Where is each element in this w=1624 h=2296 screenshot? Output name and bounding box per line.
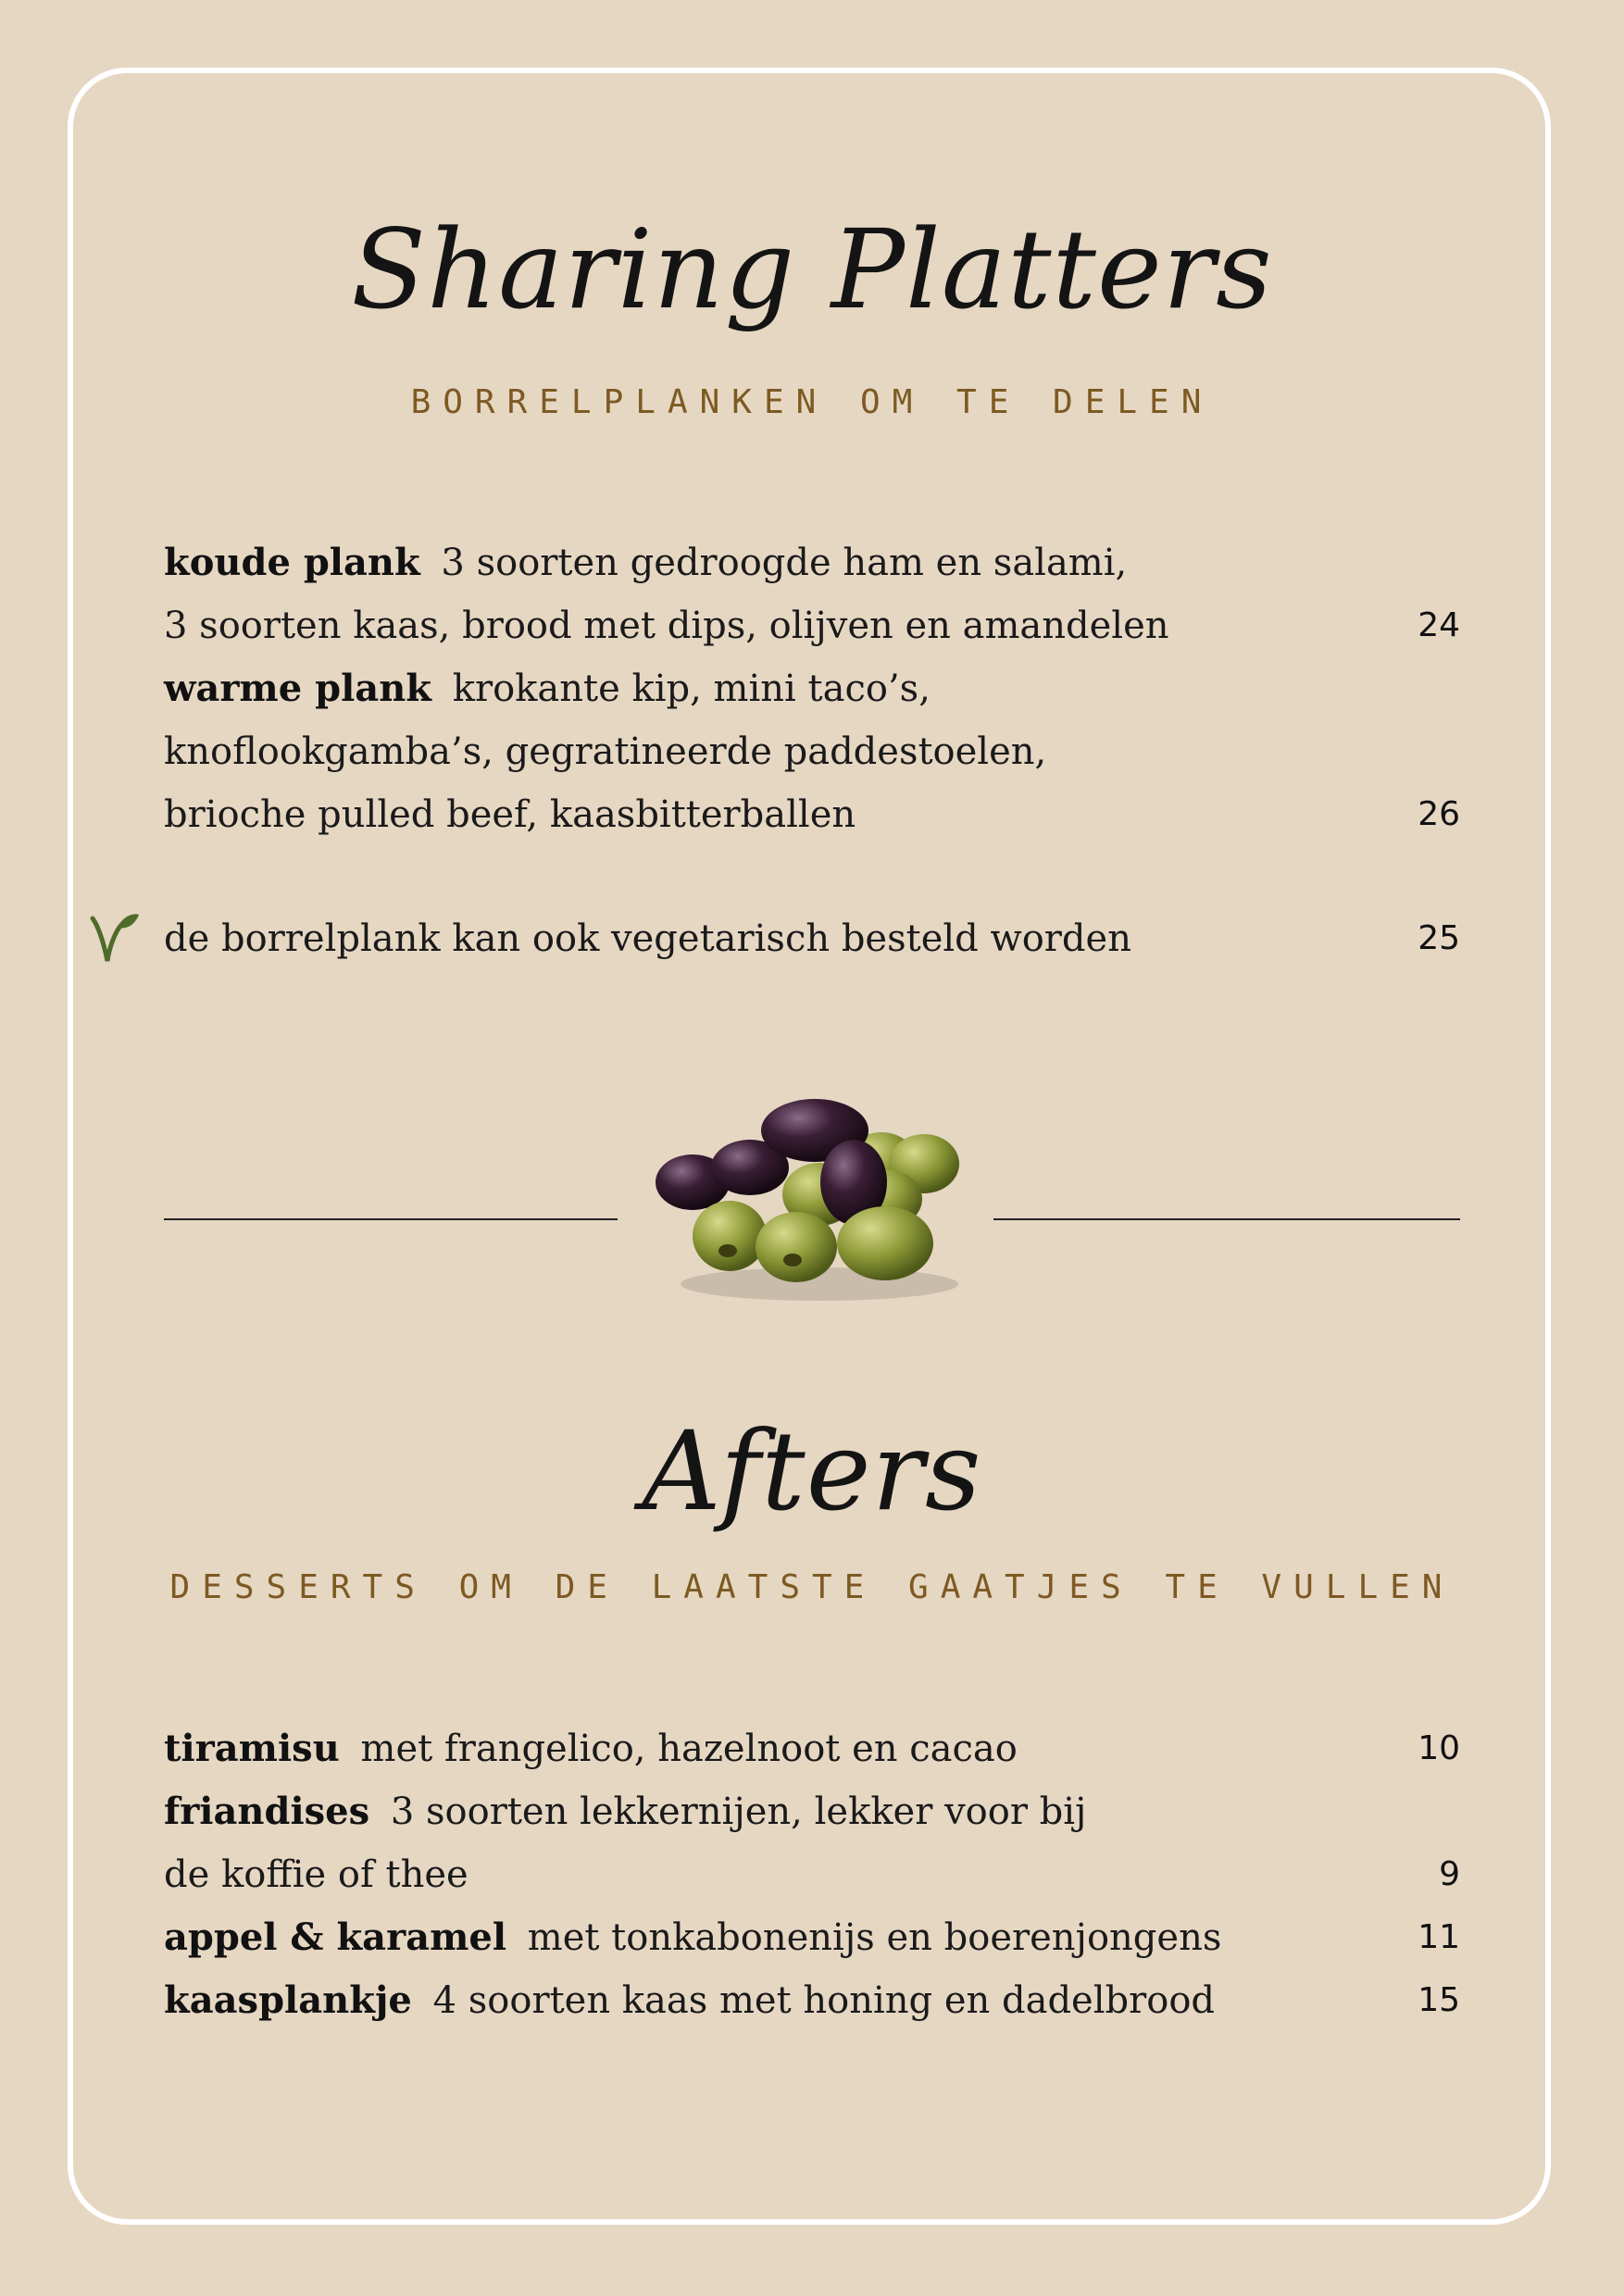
menu-item-tiramisu — [164, 1717, 1460, 1780]
item-description: de koffie of thee — [164, 1853, 468, 1896]
item-name: appel & karamel — [164, 1915, 507, 1959]
item-description: met frangelico, hazelnoot en cacao — [360, 1728, 1018, 1770]
item-description: 3 soorten gedroogde ham en salami, — [441, 542, 1128, 584]
section-subtitle-afters: DESSERTS OM DE LAATSTE GAATJES TE VULLEN — [169, 1568, 1455, 1606]
menu-item-kaasplankje — [164, 1969, 1460, 2032]
item-name: koude plank — [164, 541, 420, 584]
menu-item-friandises — [164, 1780, 1460, 1843]
item-description: 4 soorten kaas met honing en dadelbrood — [432, 1979, 1216, 2022]
item-description: krokante kip, mini taco’s, — [452, 668, 931, 710]
menu-item-warme-plank-cont — [164, 720, 1460, 783]
section-subtitle-sharing: BORRELPLANKEN OM TE DELEN — [410, 383, 1214, 421]
item-name: kaasplankje — [164, 1978, 412, 2022]
item-name: friandises — [164, 1790, 370, 1833]
section-title-sharing: Sharing Platters — [351, 206, 1273, 333]
item-price: 25 — [1418, 919, 1460, 957]
item-description: knoflookgamba’s, gegratineerde paddestoelen, — [164, 730, 1047, 773]
section-title-afters: Afters — [642, 1407, 982, 1535]
vegetarian-leaf-icon — [89, 911, 141, 967]
menu-item-vegetarian — [164, 907, 1460, 970]
menu-item-koude-plank — [164, 531, 1460, 594]
divider-line-right — [993, 1218, 1460, 1220]
item-price: 26 — [1418, 795, 1460, 833]
item-description: met tonkabonenijs en boerenjongens — [527, 1916, 1222, 1959]
menu-item-warme-plank — [164, 657, 1460, 720]
item-description: brioche pulled beef, kaasbitterballen — [164, 793, 856, 836]
menu-item-koude-plank-cont — [164, 594, 1460, 657]
divider-line-left — [164, 1218, 618, 1220]
item-name: tiramisu — [164, 1727, 340, 1770]
item-price: 11 — [1418, 1918, 1460, 1956]
item-price: 15 — [1418, 1981, 1460, 2019]
item-description: 3 soorten kaas, brood met dips, olijven en amandelen — [164, 605, 1169, 647]
menu-item-friandises-cont — [164, 1843, 1460, 1906]
item-description: de borrelplank kan ook vegetarisch besteld worden — [164, 917, 1131, 960]
item-price: 10 — [1418, 1729, 1460, 1767]
item-price: 9 — [1439, 1855, 1460, 1893]
menu-item-appel-karamel — [164, 1906, 1460, 1969]
item-price: 24 — [1418, 606, 1460, 644]
olives-icon — [639, 1079, 991, 1319]
item-description: 3 soorten lekkernijen, lekker voor bij — [390, 1791, 1087, 1833]
item-name: warme plank — [164, 667, 432, 710]
menu-item-warme-plank-cont — [164, 783, 1460, 846]
